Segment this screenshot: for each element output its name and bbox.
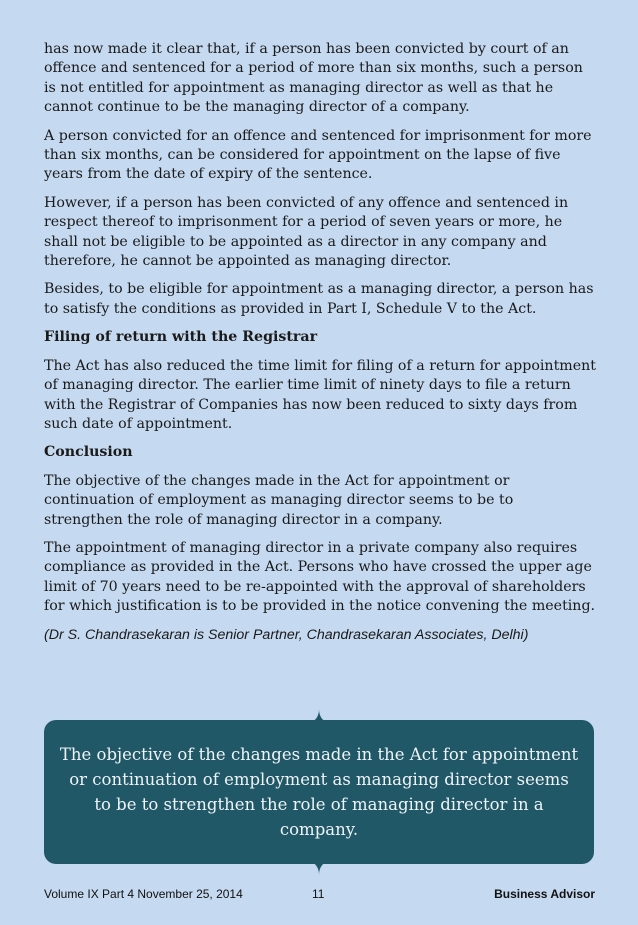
footer-issue: Volume IX Part 4 November 25, 2014 [44, 887, 243, 901]
paragraph-1: has now made it clear that, if a person has been convicted by court of an offence and sentenced for a period of more than six months, such a person is not entitled for appointment as managing director as well as that he cannot continue to be the managing director of a company. [44, 41, 583, 116]
author-byline: (Dr S. Chandrasekaran is Senior Partner, Chandrasekaran Associates, Delhi) [44, 626, 529, 643]
section-heading-conclusion: Conclusion [44, 444, 133, 461]
callout-notch-bottom-icon [312, 862, 326, 875]
section-heading-filing: Filing of return with the Registrar [44, 329, 318, 346]
footer-publication: Business Advisor [494, 887, 595, 901]
paragraph-6: The objective of the changes made in the Act for appointment or continuation of employment as managing director seems to be to strengthen the role of managing director in a company. [44, 472, 514, 528]
pull-quote-box [44, 720, 594, 864]
article-body [44, 40, 596, 645]
pull-quote-text: The objective of the changes made in the Act for appointment or continuation of employment as managing director seems to be to strengthen the role of managing director in a company. [59, 745, 579, 839]
paragraph-7: The appointment of managing director in a private company also requires compliance as provided in the Act. Persons who have crossed the upper age limit of 70 years need to be re-appointed with the approval of shareholders for which justification is to be provided in the notice convening the meeting. [44, 539, 596, 615]
paragraph-5: The Act has also reduced the time limit for filing of a return for appointment of managing director. The earlier time limit of ninety days to file a return with the Registrar of Companies has now been reduced to sixty days from such date of appointment. [44, 357, 596, 432]
paragraph-3: However, if a person has been convicted of any offence and sentenced in respect thereof to imprisonment for a period of seven years or more, he shall not be eligible to be appointed as a director in any company and therefore, he cannot be appointed as managing director. [44, 194, 569, 270]
page-number: 11 [312, 887, 325, 901]
paragraph-2: A person convicted for an offence and sentenced for imprisonment for more than six months, can be considered for appointment on the lapse of five years from the date of expiry of the sentence. [44, 127, 592, 183]
paragraph-4: Besides, to be eligible for appointment as a managing director, a person has to satisfy the conditions as provided in Part I, Schedule V to the Act. [44, 281, 594, 317]
